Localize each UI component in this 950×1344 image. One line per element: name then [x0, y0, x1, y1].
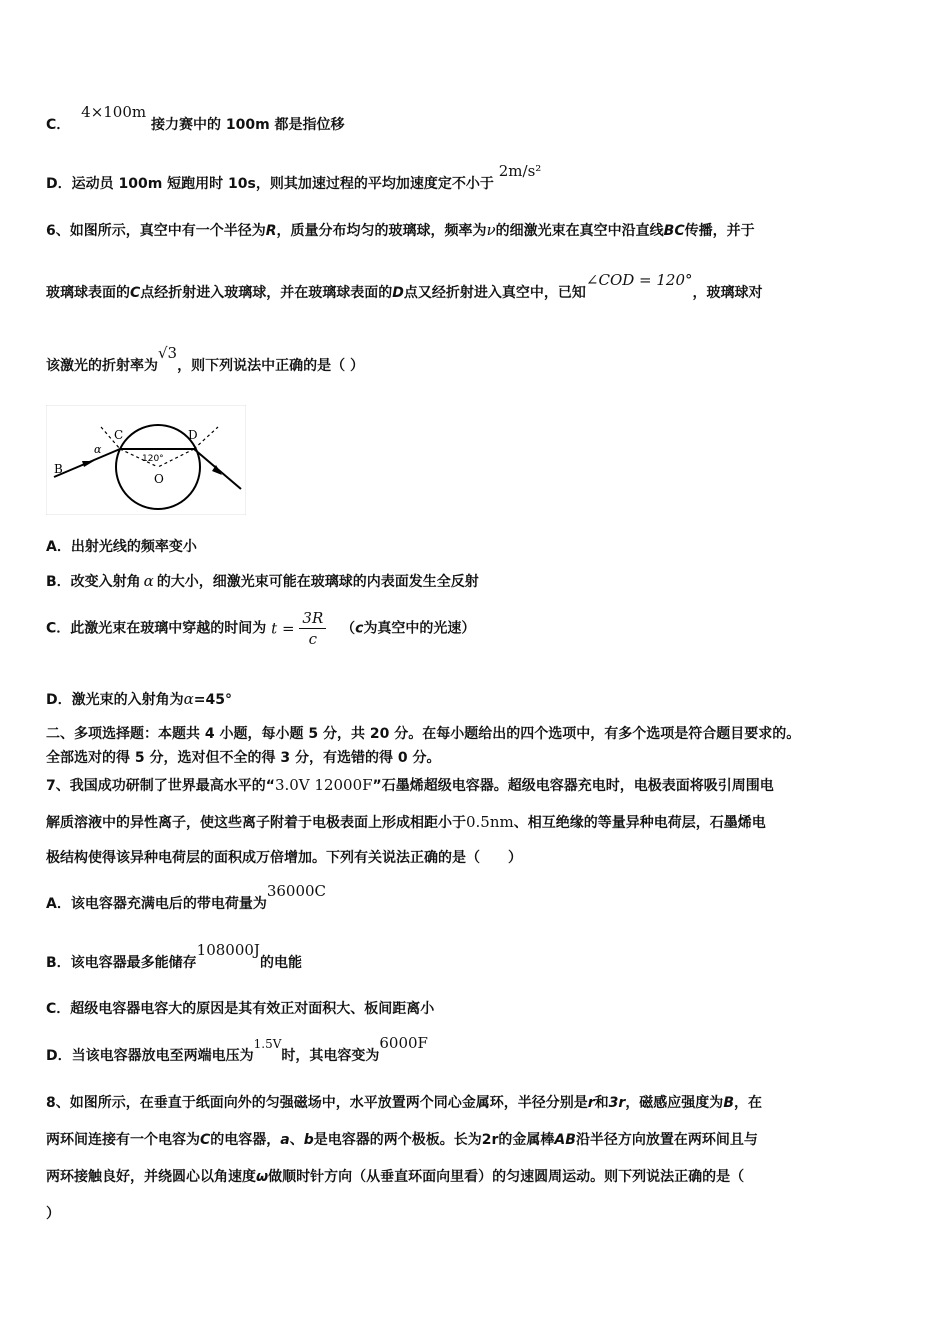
- label-c: C: [114, 428, 124, 442]
- q7-option-d: D．当该电容器放电至两端电压为1.5V时，其电容变为6000F: [46, 1034, 428, 1064]
- label-angle: 120°: [142, 454, 164, 464]
- q5-option-d: D．运动员 100m 短跑用时 10s，则其加速过程的平均加速度定不小于 2m/s²: [46, 162, 542, 192]
- q7-stem-line2: 解质溶液中的异性离子，使这些离子附着于电极表面上形成相距小于0.5nm、相互绝缘的等量异种电荷层，石墨烯电: [46, 813, 766, 831]
- q6-stem-line3: 该激光的折射率为√3，则下列说法中正确的是（ ）: [46, 344, 364, 374]
- math-sqrt3: √3: [158, 344, 178, 362]
- math-4x100m: 4×100m: [81, 103, 147, 121]
- label-d: D: [188, 428, 198, 442]
- q7-stem-line1: 7、我国成功研制了世界最高水平的“3.0V 12000F”石墨烯超级电容器。超级电容器充电时，电极表面将吸引周围电: [46, 776, 774, 794]
- q7-option-c: C．超级电容器电容大的原因是其有效正对面积大、板间距离小: [46, 1001, 435, 1017]
- section2-line2: 全部选对的得 5 分，选对但不全的得 3 分，有选错的得 0 分。: [46, 750, 441, 766]
- q8-stem-line2: 两环间连接有一个电容为C的电容器，a、b是电容器的两个极板。长为2r的金属棒AB沿半径方向放置在两环间且与: [46, 1132, 758, 1148]
- q7-option-a: A．该电容器充满电后的带电荷量为36000C: [46, 882, 327, 912]
- label-o: O: [154, 472, 164, 486]
- label-alpha: α: [94, 443, 102, 456]
- q6-option-a: A．出射光线的频率变小: [46, 539, 197, 555]
- q6-option-d: D．激光束的入射角为α=45°: [46, 690, 232, 708]
- q6-option-b: B．改变入射角 α 的大小，细激光束可能在玻璃球的内表面发生全反射: [46, 572, 479, 590]
- q7-option-b: B．该电容器最多能储存108000J的电能: [46, 941, 302, 971]
- math-accel: 2m/s²: [498, 162, 542, 180]
- q8-stem-line3: 两环接触良好，并绕圆心以角速度ω做顺时针方向（从垂直环面向里看）的匀速圆周运动。则下列说法正确的是（: [46, 1169, 745, 1185]
- section2-line1: 二、多项选择题：本题共 4 小题，每小题 5 分，共 20 分。在每小题给出的四个选项中，有多个选项是符合题目要求的。: [46, 726, 801, 742]
- q8-stem-line4: ）: [46, 1206, 60, 1222]
- glass-sphere-diagram: [46, 405, 246, 515]
- q7-stem-line3: 极结构使得该异种电荷层的面积成万倍增加。下列有关说法正确的是（ ）: [46, 850, 522, 866]
- math-angle-cod: ∠COD = 120°: [585, 271, 693, 289]
- q6-stem-line1: 6、如图所示，真空中有一个半径为R，质量分布均匀的玻璃球，频率为ν的细激光束在真空中沿直线BC传播，并于: [46, 221, 755, 239]
- q8-stem-line1: 8、如图所示，在垂直于纸面向外的匀强磁场中，水平放置两个同心金属环，半径分别是r和3r，磁感应强度为B，在: [46, 1095, 762, 1111]
- label-b: B: [54, 462, 63, 476]
- q5-option-c: C． 4×100m 接力赛中的 100m 都是指位移: [46, 103, 345, 133]
- fraction-3r-over-c: $\frac{3R}{c}$: [299, 608, 326, 649]
- q6-stem-line2: 玻璃球表面的C点经折射进入玻璃球，并在玻璃球表面的D点又经折射进入真空中，已知∠COD = 120°，玻璃球对: [46, 271, 763, 301]
- q6-option-c: C．此激光束在玻璃中穿越的时间为 t = $\frac{3R}{c}$ （c为真空中的光速）: [46, 609, 476, 648]
